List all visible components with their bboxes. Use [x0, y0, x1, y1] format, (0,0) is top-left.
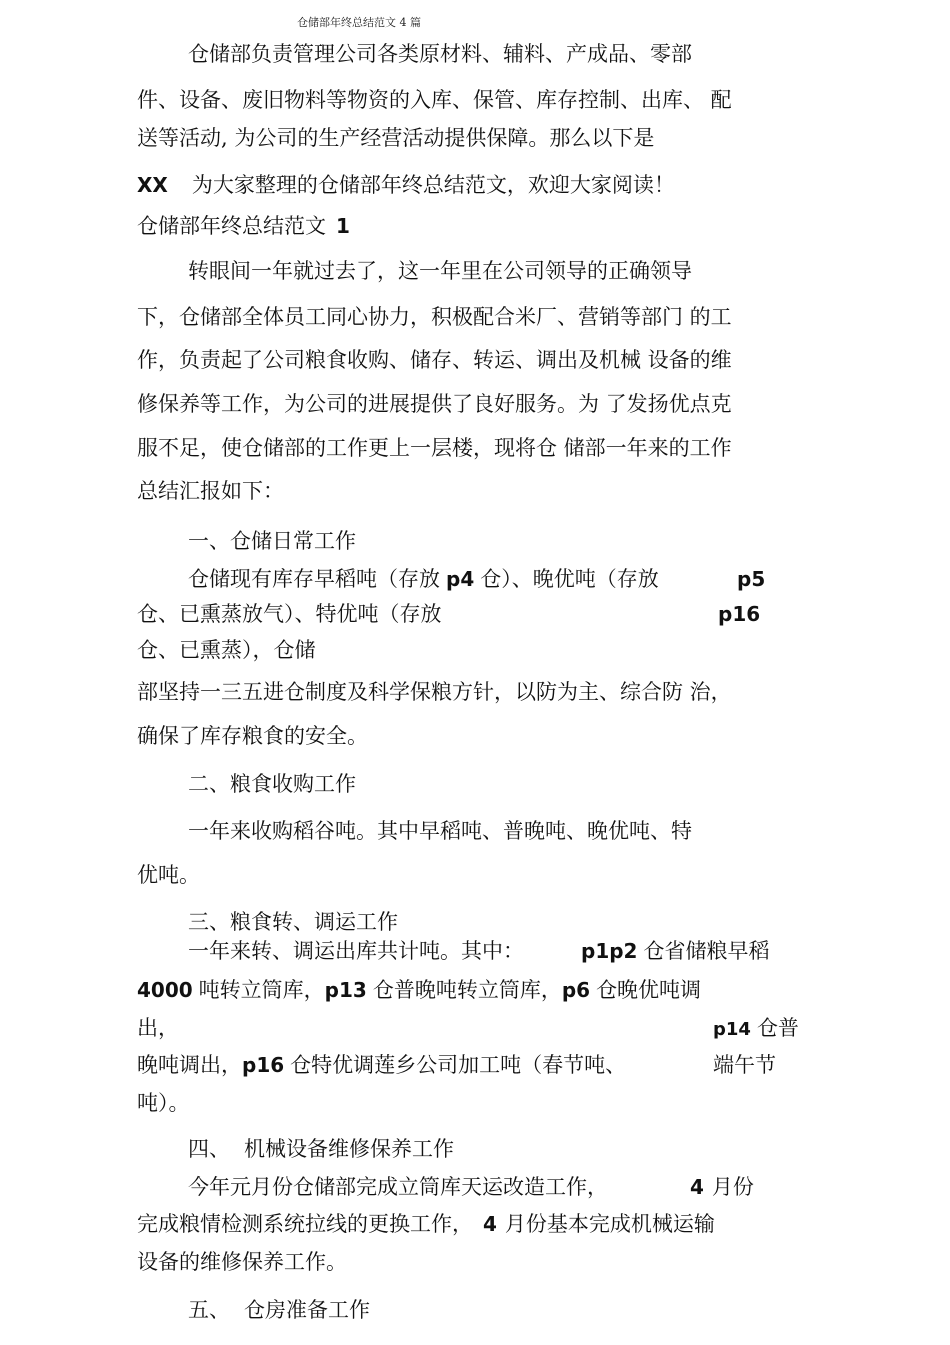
warehouse-p6: p6 [561, 978, 591, 1002]
placeholder-xx: XX [137, 173, 168, 197]
para1-line-6: 总结汇报如下： [137, 479, 284, 503]
transfer-line-3: 出， [137, 1016, 179, 1040]
para1-line-2: 下，仓储部全体员工同心协力，积极配合米厂、营销等部门 的工 [137, 305, 732, 329]
section-number: 1 [336, 214, 350, 238]
warehouse-p13: p13 [324, 978, 367, 1002]
transfer-text: 仓省储粮早稻 [643, 939, 770, 963]
transfer-text: 仓普 [756, 1016, 799, 1040]
heading-number: 四、 [188, 1137, 230, 1161]
transfer-text: 晚吨调出， [137, 1053, 242, 1077]
storage-line-1 [188, 564, 659, 594]
purchase-line-1: 一年来收购稻谷吨。其中早稻吨、普晚吨、晚优吨、特 [188, 819, 692, 843]
transfer-line-2 [137, 975, 701, 1005]
storage-line-2: 仓、已熏蒸放气）、特优吨（存放 [137, 602, 442, 626]
heading-transfer: 三、粮食转、调运工作 [188, 910, 398, 934]
machine-text: 完成粮情检测系统拉线的更换工作， [137, 1212, 473, 1236]
storage-text: 仓）、晚优吨（存放 [480, 567, 659, 591]
heading-text: 机械设备维修保养工作 [244, 1137, 454, 1161]
machine-line-1: 今年元月份仓储部完成立筒库天运改造工作， [188, 1175, 608, 1199]
warehouse-p1p2: p1p2 [581, 939, 638, 963]
warehouse-p16: p16 [242, 1053, 285, 1077]
month-4: 4 [690, 1175, 704, 1199]
warehouse-p4: p4 [446, 567, 475, 591]
transfer-text: 吨转立筒库， [198, 978, 325, 1002]
storage-line-3: 仓、已熏蒸），仓储 [137, 638, 316, 662]
intro-text: 为大家整理的仓储部年终总结范文，欢迎大家阅读！ [191, 173, 675, 197]
section-title [137, 211, 350, 241]
transfer-line-4 [137, 1050, 626, 1080]
para1-line-4: 修保养等工作，为公司的进展提供了良好服务。为 了发扬优点克 [137, 392, 732, 416]
intro-text: 送等活动 [137, 126, 221, 150]
storage-text: 仓储现有库存早稻吨（存放 [188, 567, 440, 591]
transfer-line-4b: 端午节 [713, 1053, 776, 1077]
heading-machine [188, 1134, 454, 1164]
heading-storage: 一、仓储日常工作 [188, 529, 356, 553]
intro-line-3 [137, 123, 654, 153]
transfer-line-1: 一年来转、调运出库共计吨。其中： [188, 939, 524, 963]
transfer-line-3b [713, 1013, 799, 1045]
intro-line-1: 仓储部负责管理公司各类原材料、辅料、产成品、零部 [188, 42, 692, 66]
machine-text: 月份 [711, 1175, 754, 1199]
para1-line-3: 作，负责起了公司粮食收购、储存、转运、调出及机械 设备的维 [137, 348, 732, 372]
intro-line-2: 件、设备、废旧物料等物资的入库、保管、库存控制、出库、 配 [137, 88, 732, 112]
para1-line-1: 转眼间一年就过去了，这一年里在公司领导的正确领导 [188, 259, 692, 283]
machine-line-3: 设备的维修保养工作。 [137, 1250, 347, 1274]
machine-line-1b [690, 1172, 754, 1202]
transfer-text: 仓晚优吨调 [596, 978, 702, 1002]
intro-line-4 [137, 170, 675, 200]
amount-4000: 4000 [137, 978, 193, 1002]
purchase-line-2: 优吨。 [137, 863, 200, 887]
month-4: 4 [483, 1212, 497, 1236]
heading-number: 五、 [188, 1298, 230, 1322]
warehouse-p5: p5 [737, 567, 766, 591]
machine-text: 月份基本完成机械运输 [504, 1212, 715, 1236]
machine-line-2 [137, 1209, 715, 1239]
storage-line-4: 部坚持一三五进仓制度及科学保粮方针，以防为主、综合防 治， [137, 680, 732, 704]
section-title-text: 仓储部年终总结范文 [137, 214, 326, 238]
heading-purchase: 二、粮食收购工作 [188, 772, 356, 796]
transfer-text: 仓普晚吨转立筒库， [372, 978, 562, 1002]
storage-line-5: 确保了库存粮食的安全。 [137, 724, 368, 748]
warehouse-p14: p14 [713, 1019, 751, 1040]
transfer-line-1b [581, 936, 769, 966]
heading-text: 仓房准备工作 [244, 1298, 370, 1322]
transfer-text: 仓特优调莲乡公司加工吨（春节吨、 [290, 1053, 627, 1077]
heading-warehouse-prep [188, 1295, 370, 1325]
transfer-line-5: 吨）。 [137, 1091, 190, 1115]
intro-text: , 为公司的生产经营活动提供保障。那么以下是 [221, 126, 655, 150]
para1-line-5: 服不足，使仓储部的工作更上一层楼，现将仓 储部一年来的工作 [137, 436, 732, 460]
warehouse-p16: p16 [718, 602, 761, 626]
document-title: 仓储部年终总结范文 4 篇 [297, 16, 421, 29]
